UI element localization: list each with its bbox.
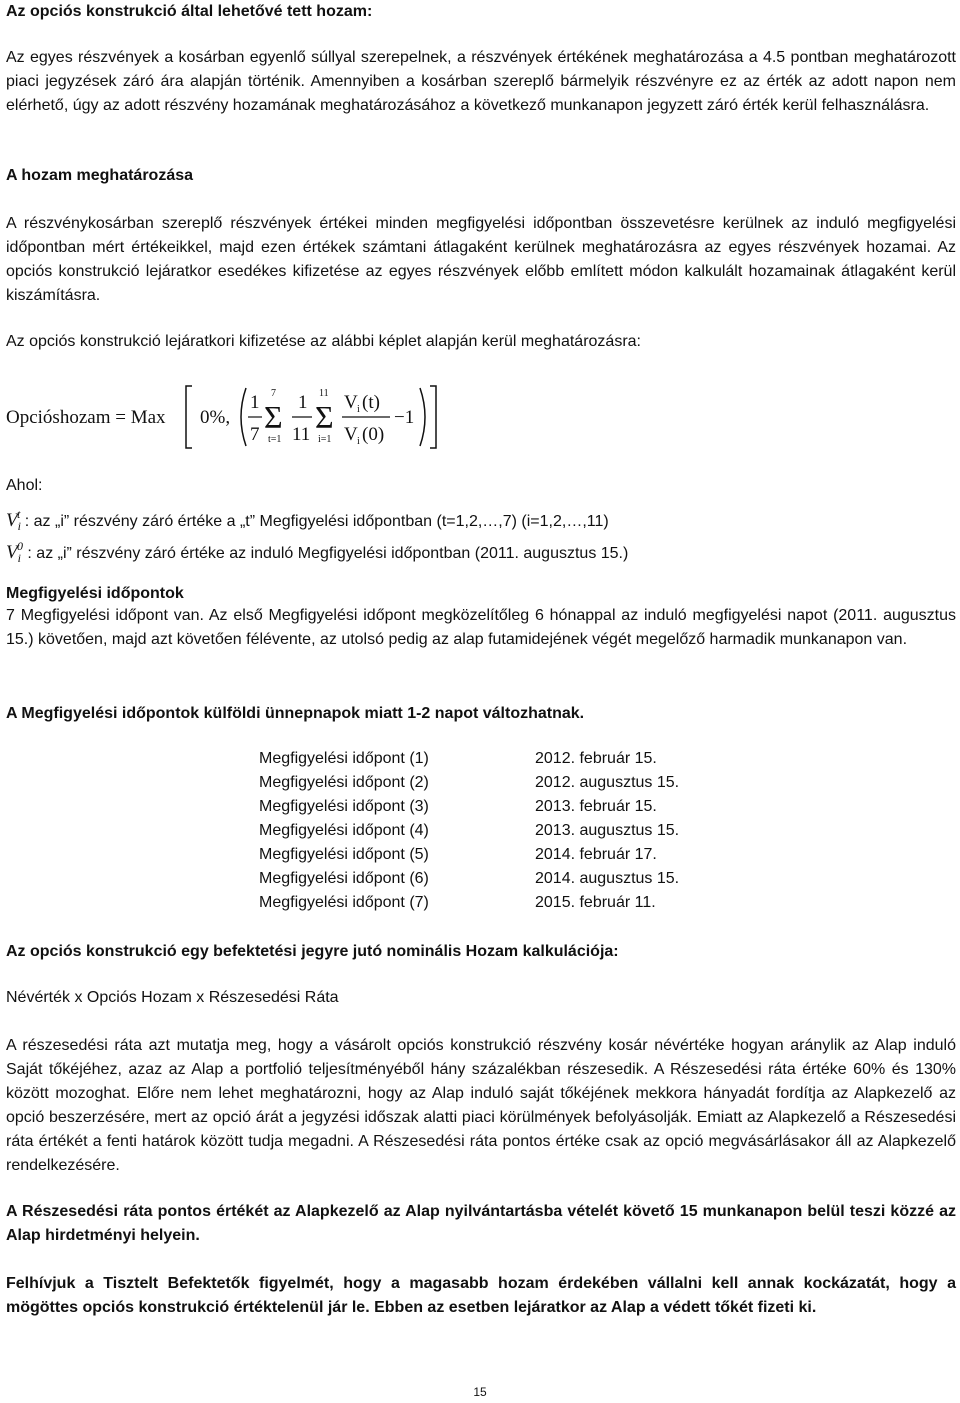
- section-heading-nominal: Az opciós konstrukció egy befektetési jegyre jutó nominális Hozam kalkulációja:: [6, 943, 619, 960]
- variable-v0-definition: [6, 534, 628, 570]
- paragraph-basket: Az egyes részvények a kosárban egyenlő súllyal szerepelnek, a részvények értékének meghatározása a 4.5 pontban meghatározott piaci jegyzések záró ára alapján történik. Amennyiben a kosárban szereplő bármelyik részvényre ez az érték az adott napon nem elérhető, úgy az adott részvény hozamának meghatározásához a következő munkanapon jegyzett záró érték kerül felhasználásra.: [6, 49, 956, 114]
- v0-superscript: 0: [16, 539, 23, 553]
- date-label: Megfigyelési időpont (7): [259, 894, 429, 911]
- formula-one-b: 1: [298, 392, 308, 413]
- observation-note: A Megfigyelési időpontok külföldi ünnepnapok miatt 1-2 napot változhatnak.: [6, 705, 585, 722]
- paragraph-formula-intro: Az opciós konstrukció lejáratkori kifizetése az alábbi képlet alapján kerül meghatározásra:: [6, 333, 641, 350]
- paragraph-yield: A részvénykosárban szereplő részvények értékei minden megfigyelési időpontban összevetésre kerülnek az induló megfigyelési időpontban mért értékeikkel, majd ezen értékek számtani átlagaként kerülnek meghatározásra az egyes részvények hozamai. Az opciós konstrukció lejáratkor esedékes kifizetése az egyes részvények előbb említett módon kalkulált hozamainak átlagaként kerül kiszámításra.: [6, 215, 956, 304]
- section-heading-return: Az opciós konstrukció által lehetővé tett hozam:: [6, 3, 373, 20]
- date-value: 2014. február 17.: [535, 846, 657, 863]
- date-value: 2012. augusztus 15.: [535, 774, 680, 791]
- date-label: Megfigyelési időpont (6): [259, 870, 429, 887]
- observation-dates-table: [259, 747, 679, 915]
- paragraph-participation: A részesedési ráta azt mutatja meg, hogy a vásárolt opciós konstrukció részvény kosár névértéke hogyan aránylik az Alap induló Saját tőkéjéhez, azaz az Alap a portfolió teljesítményéből hány százalékban részesedik. A Részesedési ráta értéke 60% és 130% között mozoghat. Előre nem lehet meghatározni, hogy az Alap induló saját tőkéjének mekkora hányadát fordítja az Alapkezelő az opció beszerzésére, mert az opció árát a jegyzési időszak alatti piaci körülmények befolyásolják. Emiatt az Alapkezelő a Részesedési ráta értékét a fenti határok között tudja megadni. A Részesedési ráta pontos értéke csak az opció megvásárlásakor áll az Alapkezelő rendelkezésére.: [6, 1037, 956, 1174]
- date-label: Megfigyelési időpont (2): [259, 774, 429, 791]
- table-row: [259, 747, 679, 771]
- formula-minus-one: −1: [394, 407, 415, 428]
- table-row: [259, 867, 679, 891]
- table-row: [259, 771, 679, 795]
- date-value: 2015. február 11.: [535, 894, 656, 911]
- numerator-arg: (t): [362, 392, 380, 413]
- v0-symbol: V: [6, 542, 18, 563]
- formula-eleven: 11: [292, 424, 311, 445]
- vt-symbol: V: [6, 510, 18, 531]
- numerator-sub: i: [357, 404, 360, 415]
- sum1-top: 7: [271, 388, 276, 399]
- date-label: Megfigyelési időpont (4): [259, 822, 429, 839]
- date-value: 2012. február 15.: [535, 750, 657, 767]
- formula-lhs: Opcióshozam = Max: [6, 407, 166, 428]
- sum2-bottom: i=1: [318, 434, 332, 445]
- formula-zero: 0%,: [200, 407, 231, 428]
- date-value: 2013. augusztus 15.: [535, 822, 680, 839]
- page-number: 15: [473, 1385, 487, 1399]
- table-row: [259, 891, 679, 915]
- date-label: Megfigyelési időpont (3): [259, 798, 429, 815]
- denominator-arg: (0): [362, 424, 385, 445]
- vt-subscript: i: [17, 519, 21, 533]
- formula-seven: 7: [250, 424, 260, 445]
- numerator-v: V: [344, 392, 358, 413]
- where-label: Ahol:: [6, 477, 43, 494]
- v0-subscript: i: [17, 551, 21, 565]
- table-row: [259, 819, 679, 843]
- vt-superscript: t: [16, 507, 21, 521]
- table-row: [259, 795, 679, 819]
- section-heading-yield: A hozam meghatározása: [6, 167, 194, 184]
- date-label: Megfigyelési időpont (1): [259, 750, 429, 767]
- variable-vt-definition: [6, 502, 609, 538]
- sum2-top: 11: [319, 388, 329, 399]
- vt-description: : az „i” részvény záró értéke a „t” Megfigyelési időpontban (t=1,2,…,7) (i=1,2,…,11): [24, 513, 609, 530]
- denominator-v: V: [344, 424, 358, 445]
- payoff-formula: [6, 378, 446, 458]
- bold-notice-rate: A Részesedési ráta pontos értékét az Alapkezelő az Alap nyilvántartásba vételét követő 15 munkanapon belül teszi közzé az Alap hirdetményi helyein.: [6, 1203, 956, 1244]
- nominal-formula: Névérték x Opciós Hozam x Részesedési Ráta: [6, 989, 339, 1006]
- v0-description: : az „i” részvény záró értéke az induló Megfigyelési időpontban (2011. augusztus 15.): [27, 545, 629, 562]
- date-label: Megfigyelési időpont (5): [259, 846, 429, 863]
- bold-notice-risk: Felhívjuk a Tisztelt Befektetők figyelmét, hogy a magasabb hozam érdekében vállalni kell annak kockázatát, hogy a mögöttes opciós konstrukció értéktelenül jár le. Ebben az esetben lejáratkor az Alap a védett tőkét fizeti ki.: [6, 1275, 956, 1316]
- formula-one-a: 1: [250, 392, 260, 413]
- sum2-sigma-icon: Σ: [315, 399, 334, 435]
- denominator-sub: i: [357, 436, 360, 447]
- sum1-sigma-icon: Σ: [264, 399, 283, 435]
- section-heading-observation: Megfigyelési időpontok: [6, 585, 184, 602]
- table-row: [259, 843, 679, 867]
- sum1-bottom: t=1: [268, 434, 282, 445]
- paragraph-observation: 7 Megfigyelési időpont van. Az első Megfigyelési időpont megközelítőleg 6 hónappal az induló megfigyelési napot (2011. augusztus 15.) követően, majd azt követően félévente, az utolsó pedig az alap futamidejének végét megelőző harmadik munkanapon van.: [6, 607, 956, 648]
- date-value: 2013. február 15.: [535, 798, 657, 815]
- date-value: 2014. augusztus 15.: [535, 870, 680, 887]
